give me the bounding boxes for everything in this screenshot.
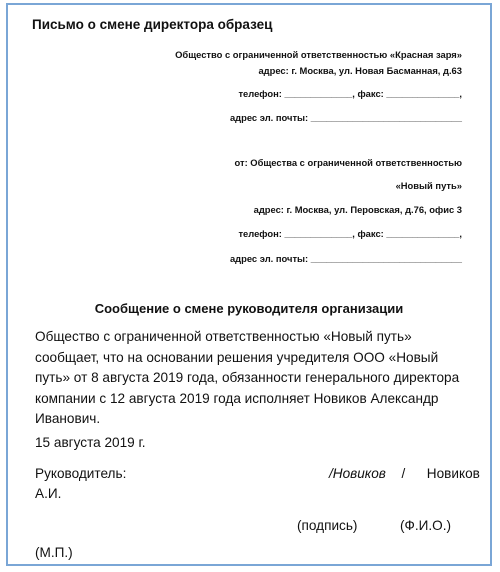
recipient-address: адрес: г. Москва, ул. Новая Басманная, д.63 xyxy=(258,65,462,76)
caption-signature: (подпись) xyxy=(297,518,358,533)
sender-email: адрес эл. почты: _____________________________ xyxy=(229,253,462,264)
letter-body xyxy=(35,327,459,430)
recipient-phone-fax: телефон: _____________, факс: ______________, xyxy=(238,88,462,99)
full-name-start: Новиков xyxy=(426,466,480,481)
body-line: Иванович. xyxy=(35,411,101,426)
body-line: сообщает, что на основании решения учредителя ООО «Новый xyxy=(35,349,439,365)
body-line: компании с 12 августа 2019 года исполняет Новиков Александр xyxy=(35,390,439,406)
recipient-name: Общество с ограниченной ответственностью «Красная заря» xyxy=(175,49,462,60)
stamp-placeholder: (М.П.) xyxy=(35,545,73,560)
signature-separator: / xyxy=(401,466,406,481)
letter-subject: Сообщение о смене руководителя организации xyxy=(94,301,404,316)
letter-document xyxy=(6,3,492,566)
full-name-continuation: А.И. xyxy=(35,486,62,501)
sender-phone-fax: телефон: _____________, факс: ______________, xyxy=(238,228,462,239)
sender-name-line2: «Новый путь» xyxy=(395,180,462,191)
caption-fio: (Ф.И.О.) xyxy=(400,518,452,533)
body-line: Общество с ограниченной ответственностью «Новый путь» xyxy=(35,329,412,344)
sender-name-line1: от: Общества с ограниченной ответственностью xyxy=(234,157,462,168)
sender-address: адрес: г. Москва, ул. Перовская, д.76, офис 3 xyxy=(253,204,462,215)
body-line: путь» от 8 августа 2019 года, обязанности генерального директора xyxy=(35,370,460,385)
recipient-email: адрес эл. почты: _____________________________ xyxy=(229,112,462,123)
signature-line xyxy=(329,466,480,481)
signature-label: Руководитель: xyxy=(35,466,127,481)
letter-date: 15 августа 2019 г. xyxy=(35,435,146,450)
signed-name: /Новиков xyxy=(329,466,386,481)
document-heading: Письмо о смене директора образец xyxy=(32,17,273,32)
